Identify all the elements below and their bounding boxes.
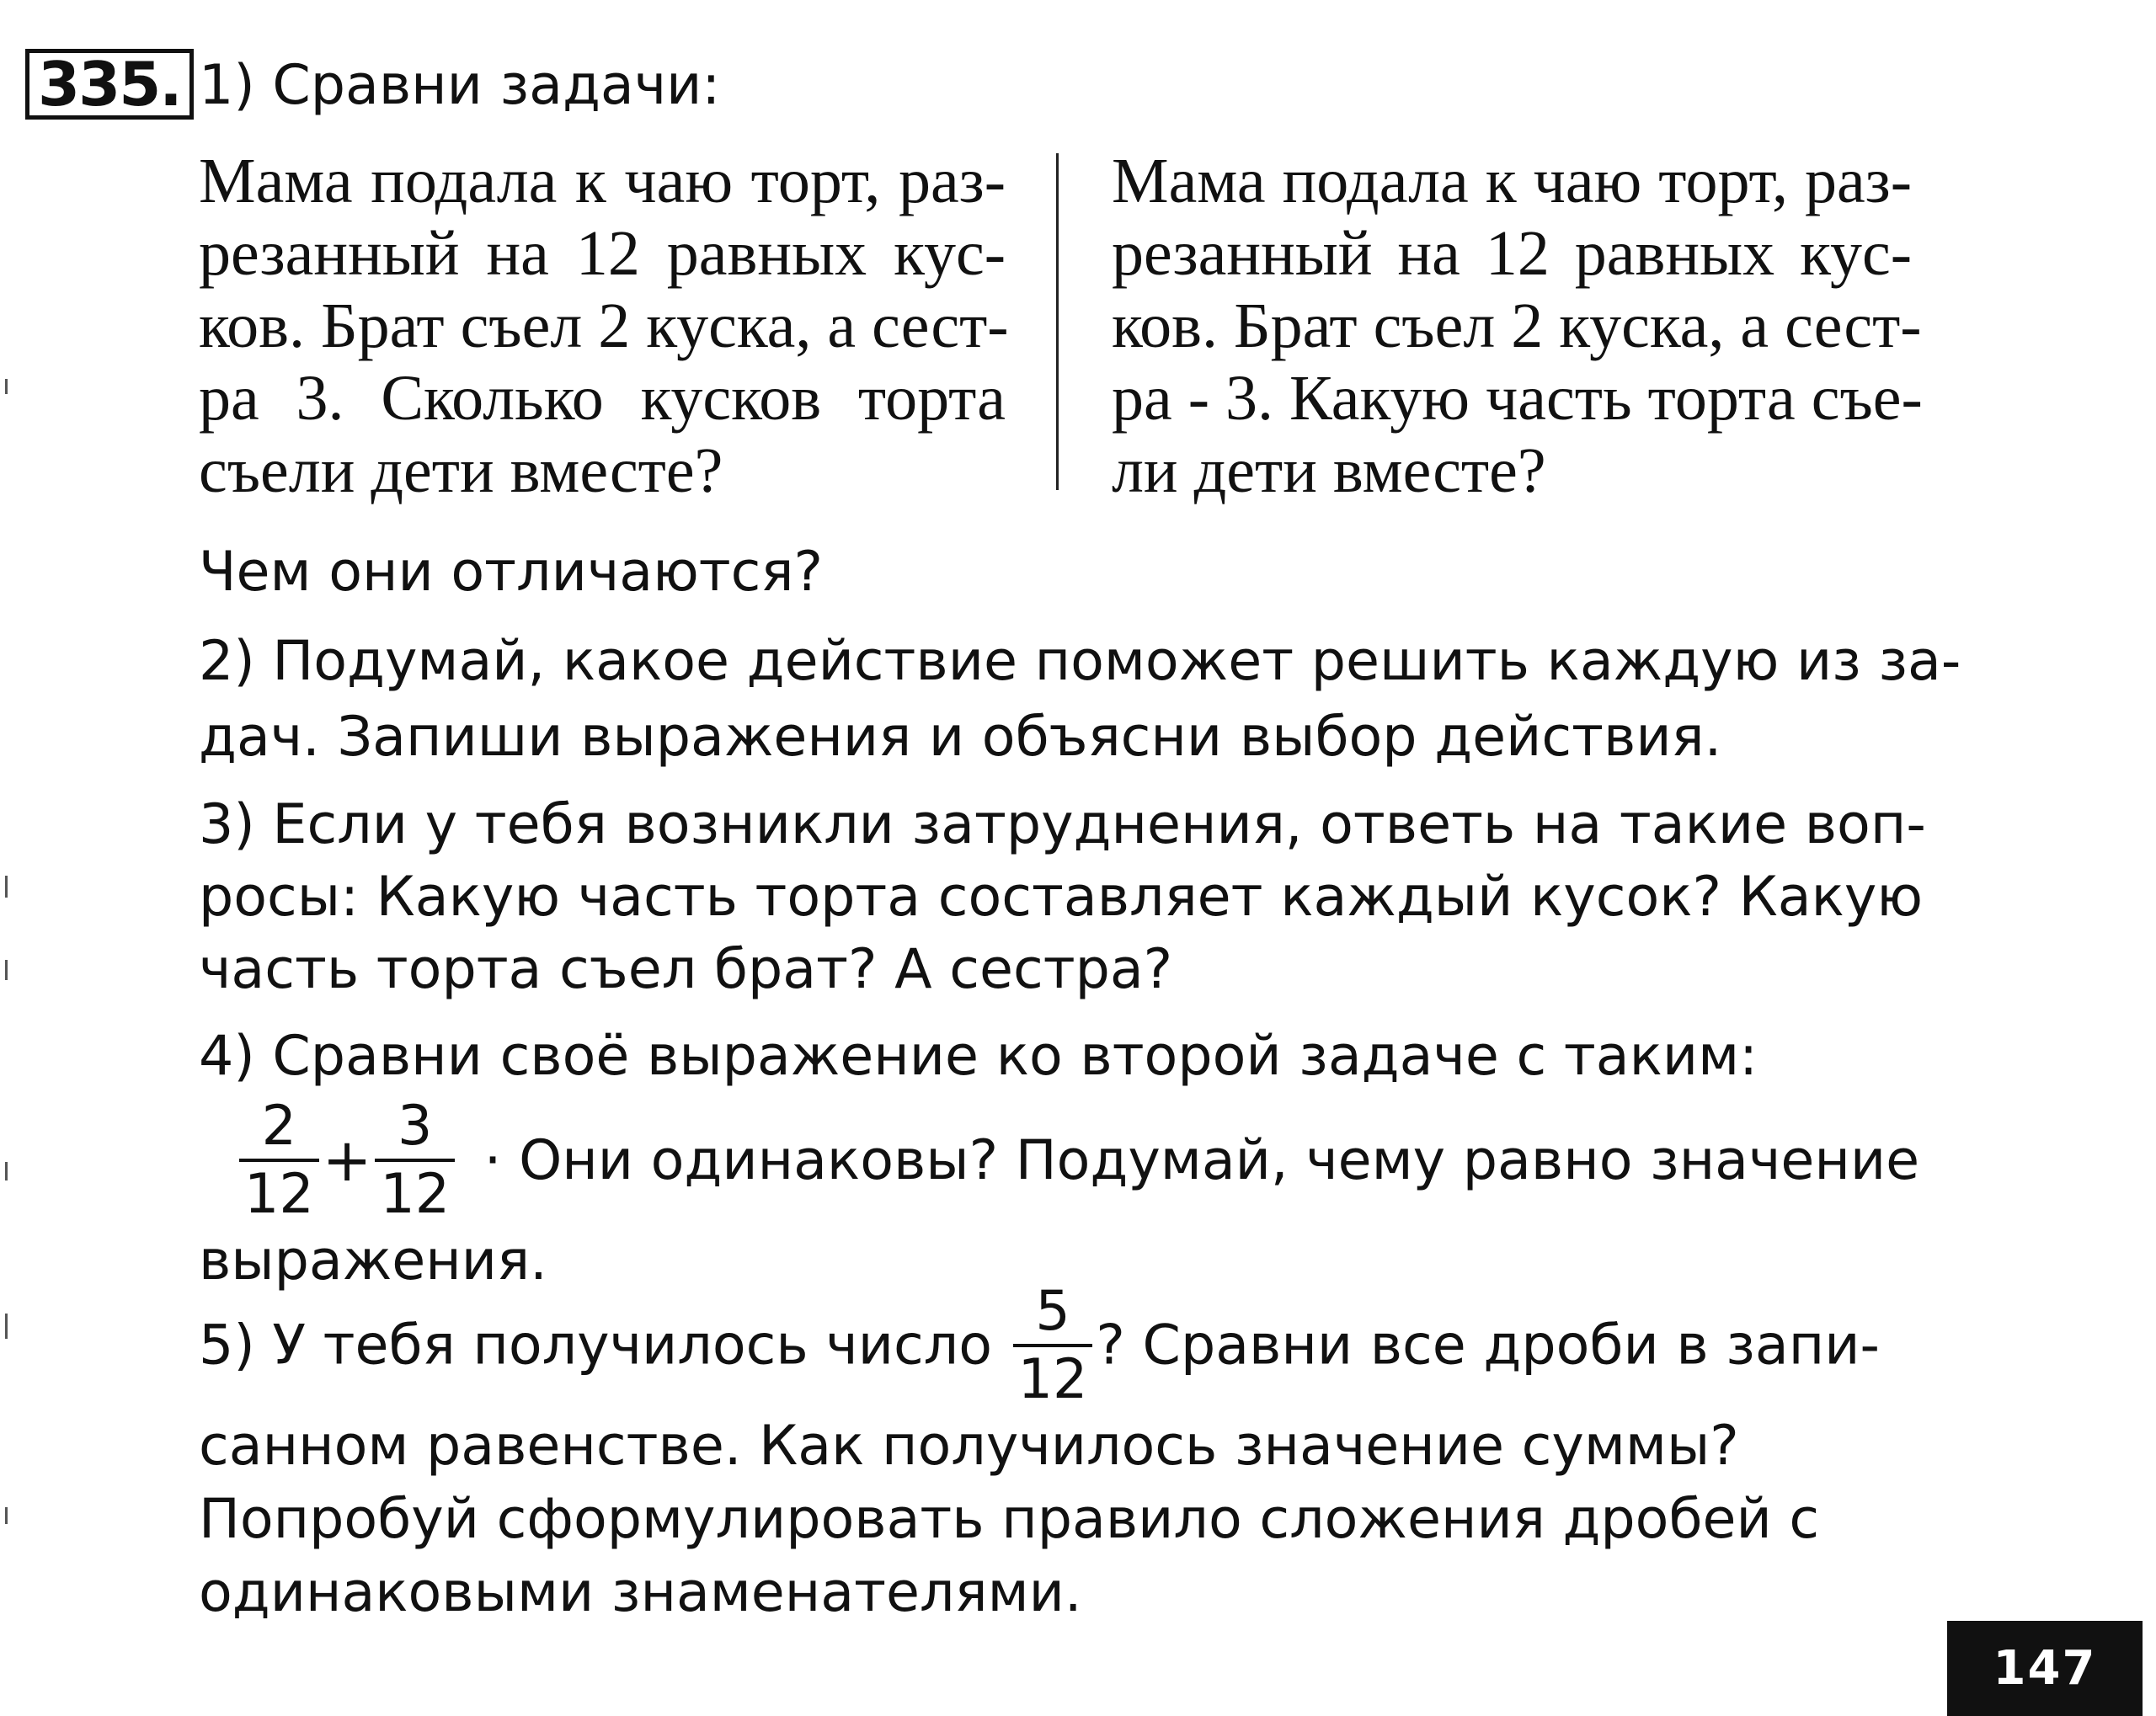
scan-mark <box>5 379 8 394</box>
scan-mark <box>5 1314 8 1339</box>
scan-mark <box>5 876 8 898</box>
part3-line: часть торта съел брат? А сестра? <box>199 938 1173 1001</box>
part5-text: ? Сравни все дроби в запи- <box>1096 1314 1880 1378</box>
fraction-numerator: 5 <box>1035 1280 1070 1343</box>
fraction-2-12 <box>239 1095 319 1226</box>
plus-sign: + <box>322 1126 372 1195</box>
part4-question: · Они одинаковы? Подумай, чему равно значение <box>483 1128 1920 1192</box>
part5-line: одинаковыми знаменателями. <box>199 1561 1082 1624</box>
part5-line: санном равенстве. Как получилось значение суммы? <box>199 1415 1739 1478</box>
part2-line: 2) Подумай, какое действие поможет решить каждую из за- <box>199 630 1961 693</box>
scan-mark <box>5 960 8 980</box>
part2-line: дач. Запиши выражения и объясни выбор действия. <box>199 706 1722 769</box>
part3-line: 3) Если у тебя возникли затруднения, ответь на такие воп- <box>199 793 1926 856</box>
task-left <box>199 145 1009 507</box>
task-right-line: резанный на 12 равных кус- <box>1112 218 1912 289</box>
exercise-number: 335. <box>25 49 194 120</box>
part3-line: росы: Какую часть торта составляет каждый кусок? Какую <box>199 866 1924 929</box>
fraction-numerator: 3 <box>398 1095 433 1158</box>
page-number: 147 <box>1947 1621 2143 1716</box>
task-right <box>1112 145 1923 507</box>
fraction-denominator: 12 <box>375 1159 455 1222</box>
part5-line: Попробуй сформулировать правило сложения дробей с <box>199 1488 1820 1551</box>
task-left-line: ра 3. Сколько кусков торта <box>199 363 1006 434</box>
part5-text: 5) У тебя получилось число <box>199 1314 992 1378</box>
task-right-line: ков. Брат съел 2 куска, а сест- <box>1112 290 1922 361</box>
task-right-line: ли дети вместе? <box>1112 435 1546 506</box>
fraction-5-12 <box>1013 1280 1093 1411</box>
part1-heading: 1) Сравни задачи: <box>199 54 721 117</box>
difference-question: Чем они отличаются? <box>199 541 823 604</box>
part5-first-line <box>199 1280 1880 1411</box>
task-right-line: ра - 3. Какую часть торта съе- <box>1112 363 1923 434</box>
fraction-denominator: 12 <box>1013 1344 1093 1407</box>
task-left-line: ков. Брат съел 2 куска, а сест- <box>199 290 1009 361</box>
part4-line: 4) Сравни своё выражение ко второй задаче с таким: <box>199 1025 1758 1088</box>
part4-line: выражения. <box>199 1229 547 1292</box>
scan-mark <box>5 1162 8 1180</box>
scan-mark <box>5 1507 8 1524</box>
task-left-line: Мама подала к чаю торт, раз- <box>199 146 1006 216</box>
task-left-line: съели дети вместе? <box>199 435 723 506</box>
task-left-line: резанный на 12 равных кус- <box>199 218 1006 289</box>
fraction-numerator: 2 <box>261 1095 297 1158</box>
fraction-3-12 <box>375 1095 455 1226</box>
task-right-line: Мама подала к чаю торт, раз- <box>1112 146 1912 216</box>
fraction-denominator: 12 <box>239 1159 319 1222</box>
part4-expression <box>236 1095 1920 1226</box>
column-divider <box>1056 153 1059 490</box>
